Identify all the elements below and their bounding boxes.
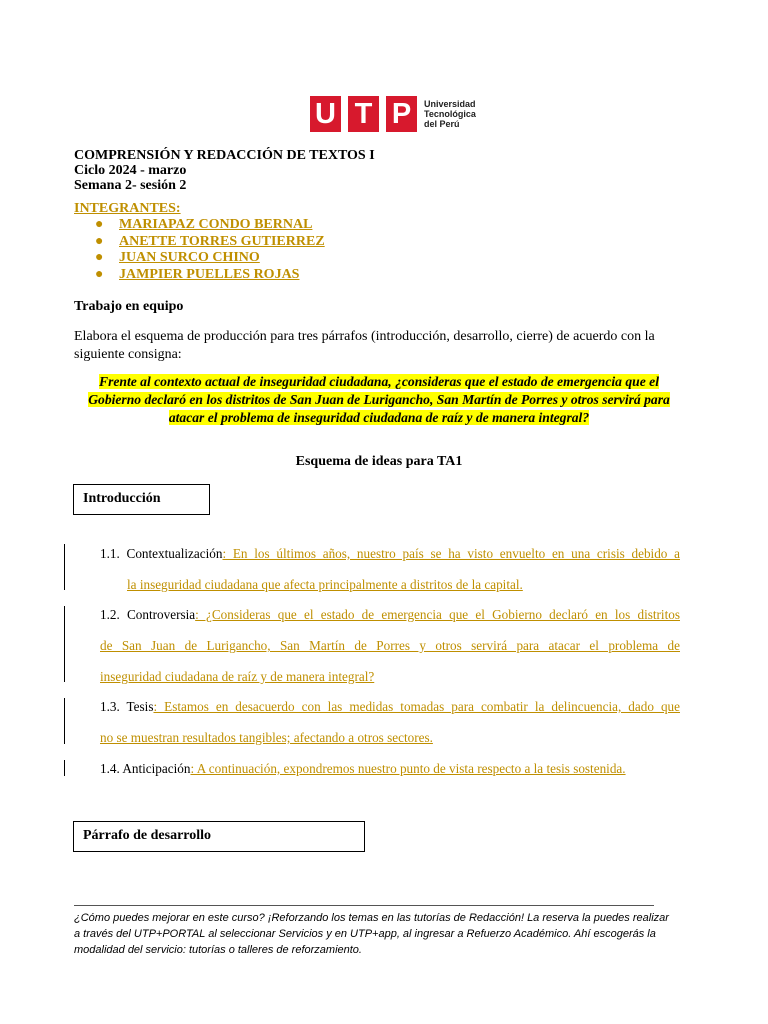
bullet-icon: ● — [95, 234, 104, 249]
scheme-item-contextualizacion: 1.1. Contextualización: En los últimos años, nuestro país se ha visto envuelto en una crisis debido a la inseguridad ciudadana que afecta principalmente a distritos de la capital. — [100, 546, 680, 592]
course-week: Semana 2- sesión 2 — [74, 178, 187, 193]
logo-letter-t: T — [348, 96, 379, 132]
member-item: ● MARIAPAZ CONDO BERNAL — [95, 217, 313, 232]
member-item: ● JUAN SURCO CHINO — [95, 250, 260, 265]
logo-university-name: Universidad Tecnológica del Perú — [424, 99, 476, 129]
bullet-icon: ● — [95, 267, 104, 282]
introduction-box: Introducción — [73, 484, 210, 515]
integrantes-label: INTEGRANTES: — [74, 201, 181, 216]
footer-divider — [74, 905, 654, 906]
work-title: Trabajo en equipo — [74, 299, 184, 314]
member-item: ● JAMPIER PUELLES ROJAS — [95, 267, 300, 282]
bullet-icon: ● — [95, 250, 104, 265]
course-title: COMPRENSIÓN Y REDACCIÓN DE TEXTOS I — [74, 148, 375, 163]
utp-logo — [310, 96, 475, 134]
scheme-item-anticipacion: 1.4. Anticipación: A continuación, expondremos nuestro punto de vista respecto a la tesis sostenida. — [100, 761, 626, 776]
margin-marker — [64, 606, 65, 682]
margin-marker — [64, 544, 65, 590]
bullet-icon: ● — [95, 217, 104, 232]
footer-note: ¿Cómo puedes mejorar en este curso? ¡Reforzando los temas en las tutorías de Redacción! La reserva la puedes realizar a través del UTP+PORTAL al seleccionar Servicios y en UTP+app, al ingresar a Refuerzo Académico. Ahí escogerás la modalidad del servicio: tutorías o talleres de reforzamiento. — [74, 912, 669, 956]
member-item: ● ANETTE TORRES GUTIERREZ — [95, 234, 325, 249]
logo-letter-p: P — [386, 96, 417, 132]
course-cycle: Ciclo 2024 - marzo — [74, 163, 187, 178]
consigna-question: Frente al contexto actual de inseguridad ciudadana, ¿consideras que el estado de emergencia que el Gobierno declaró en los distritos de San Juan de Lurigancho, San Martín de Porres y otros servirá para atacar el problema de inseguridad ciudadana de raíz y de manera integral? — [88, 374, 670, 425]
margin-marker — [64, 698, 65, 744]
margin-marker — [64, 760, 65, 776]
development-paragraph-box: Párrafo de desarrollo — [73, 821, 365, 852]
scheme-item-controversia: 1.2. Controversia: ¿Consideras que el estado de emergencia que el Gobierno declaró en los distritos de San Juan de Lurigancho, San Martín de Porres y otros servirá para atacar el problema de inseguridad ciudadana de raíz y de manera integral? — [100, 607, 680, 684]
scheme-item-tesis: 1.3. Tesis: Estamos en desacuerdo con las medidas tomadas para combatir la delincuencia, dado que no se muestran resultados tangibles; afectando a otros sectores. — [100, 699, 680, 745]
scheme-title: Esquema de ideas para TA1 — [295, 454, 463, 469]
logo-letter-u: U — [310, 96, 341, 132]
work-instruction: Elabora el esquema de producción para tres párrafos (introducción, desarrollo, cierre) de acuerdo con la siguiente consigna: — [74, 329, 655, 362]
